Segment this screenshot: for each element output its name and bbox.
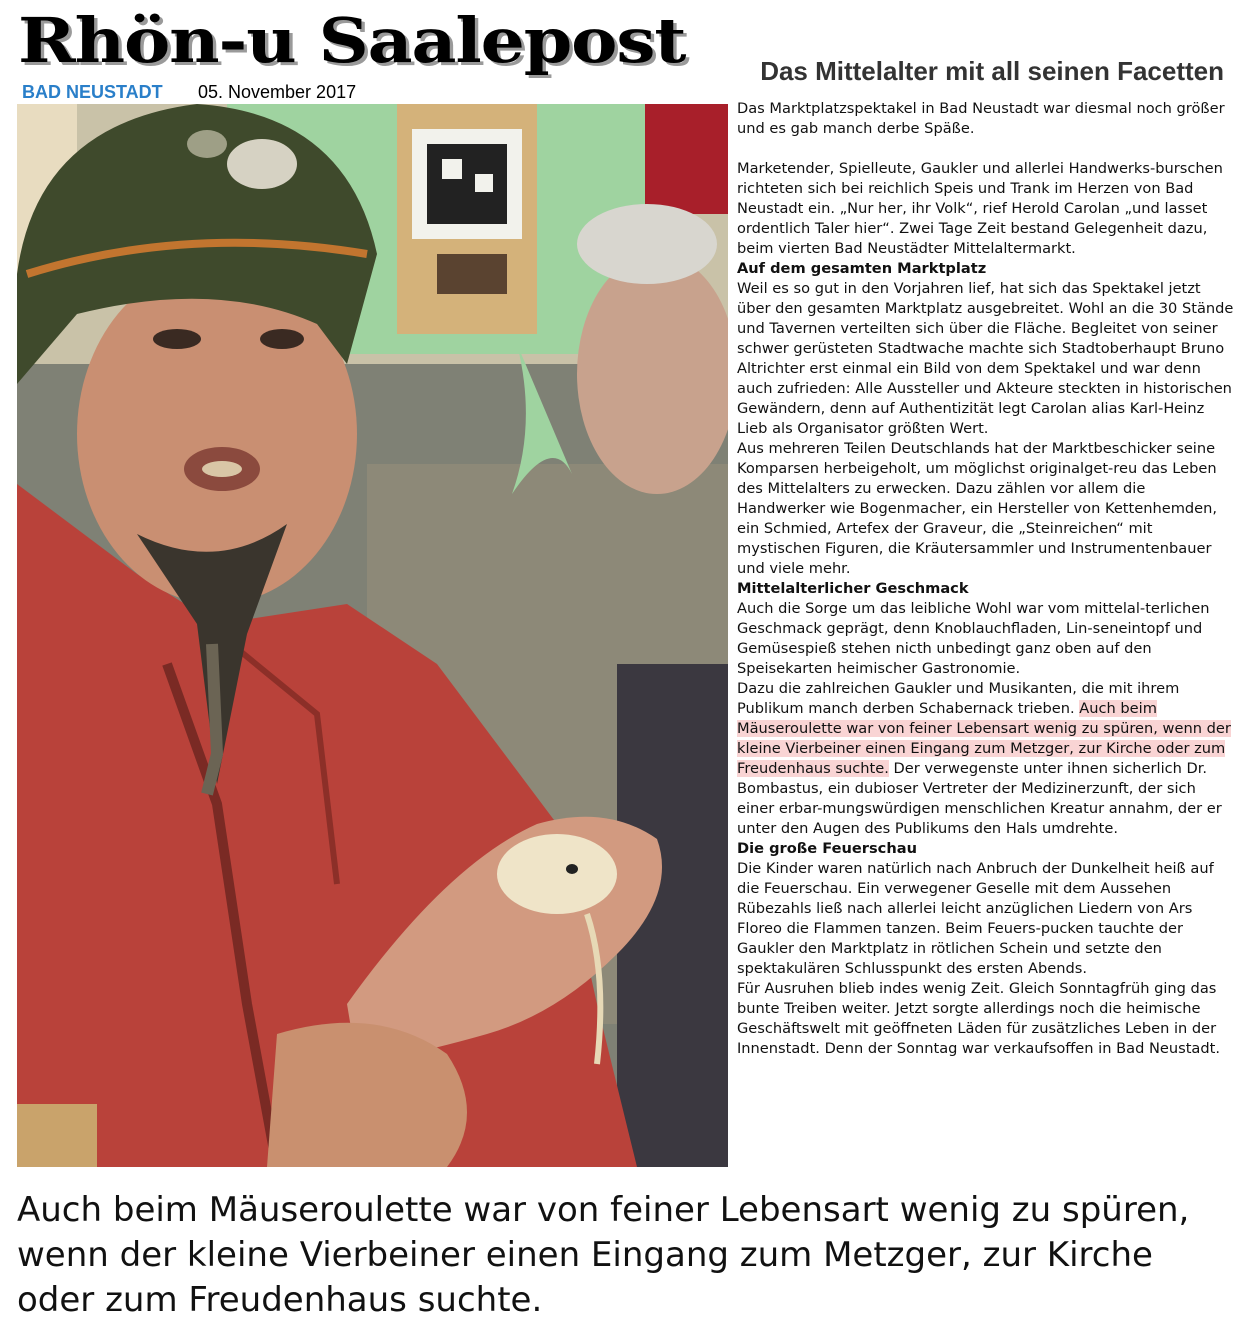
photo-caption: Auch beim Mäuseroulette war von feiner Lebensart wenig zu spüren, wenn der kleine Vierbeiner einen Eingang zum Metzger, zur Kirche oder zum Freudenhaus suchte. xyxy=(17,1190,1190,1320)
paragraph-text: Dazu die zahlreichen Gaukler und Musikanten, die mit ihrem Publikum manch derben Schabernack trieben. xyxy=(737,680,1180,717)
highlighted-quote: Auch beim Mäuseroulette war von feiner Lebensart wenig zu spüren, wenn der kleine Vierbeiner einen Eingang zum Metzger, zur Kirche oder zum Freudenhaus suchte. xyxy=(737,700,1231,777)
paragraph: Die Kinder waren natürlich nach Anbruch der Dunkelheit heiß auf die Feuerschau. Ein verwegener Geselle mit dem Aussehen Rübezahls ließ nach allerlei leicht anzüglichen Liedern von Ars Floreo die Flammen tanzen. Beim Feuers-pucken tauchte der Gaukler den Marktplatz in rötlichen Schein und setzte den spektakulären Schlusspunkt des ersten Abends. xyxy=(737,860,1214,977)
masthead-logo: Rhön-u Saalepost xyxy=(18,4,686,77)
subheading-feuerschau: Die große Feuerschau xyxy=(737,840,917,857)
edition-label: BAD NEUSTADT xyxy=(22,82,163,102)
paragraph: Für Ausruhen blieb indes wenig Zeit. Gleich Sonntagfrüh ging das bunte Treiben weiter. Jetzt sorgte allerdings noch die heimische Geschäftswelt mit geöffneten Läden für zusätzliches Leben in der Innenstadt. Denn der Sonntag war verkaufsoffen in Bad Neustadt. xyxy=(737,980,1221,1057)
paragraph xyxy=(737,679,1234,839)
paragraph: Aus mehreren Teilen Deutschlands hat der Marktbeschicker seine Komparsen herbeigeholt, um möglichst originalget-reu das Leben des Mittelalters zu erwecken. Dazu zählen vor allem die Handwerker wie Bogenmacher, ein Hersteller von Kettenhemden, ein Schmied, Artefex der Graveur, die „Steinreichen“ mit mystischen Figuren, die Kräutersammler und Instrumentenbauer und viele mehr. xyxy=(737,440,1218,577)
article-headline: Das Mittelalter mit all seinen Facetten xyxy=(760,56,1224,86)
subheading-geschmack: Mittelalterlicher Geschmack xyxy=(737,580,969,597)
subheading-marktplatz: Auf dem gesamten Marktplatz xyxy=(737,260,987,277)
paragraph: Weil es so gut in den Vorjahren lief, hat sich das Spektakel jetzt über den gesamten Marktplatz ausgebreitet. Wohl an die 30 Stände und Tavernen verteilten sich über die Fläche. Begleitet von seiner schwer gerüsteten Stadtwache machte sich Stadtoberhaupt Bruno Altrichter erst einmal ein Bild von dem Spektakel und war denn auch zufrieden: Alle Aussteller und Akteure steckten in historischen Gewändern, denn auf Authentizität legt Carolan alias Karl-Heinz Lieb als Organisator größten Wert. xyxy=(737,280,1234,437)
paragraph-text: Der verwegenste unter ihnen sicherlich Dr. Bombastus, ein dubioser Vertreter der Medizinerzunft, der sich einer erbar-mungswürdigen menschlichen Kreatur annahm, der er unter den Augen des Publikums den Hals umdrehte. xyxy=(737,760,1222,837)
article-lead: Das Marktplatzspektakel in Bad Neustadt war diesmal noch größer und es gab manch derbe Späße. xyxy=(737,100,1225,137)
paragraph: Auch die Sorge um das leibliche Wohl war vom mittelal-terlichen Geschmack geprägt, denn Knoblauchfladen, Lin-seneintopf und Gemüsespieß stehen nicth unbedingt ganz oben auf den Speisekarten heimischer Gastronomie. xyxy=(737,600,1210,677)
publication-date: 05. November 2017 xyxy=(198,82,357,102)
article-photo xyxy=(17,104,728,1167)
article-body xyxy=(737,99,1234,1059)
article-intro: Marketender, Spielleute, Gaukler und allerlei Handwerks-burschen richteten sich bei reichlich Speis und Trank im Herzen von Bad Neustadt ein. „Nur her, ihr Volk“, rief Herold Carolan „und lasset ordentlich Taler hier“. Zwei Tage Zeit bestand Gelegenheit dazu, beim vierten Bad Neustädter Mittelaltermarkt. xyxy=(737,160,1223,257)
